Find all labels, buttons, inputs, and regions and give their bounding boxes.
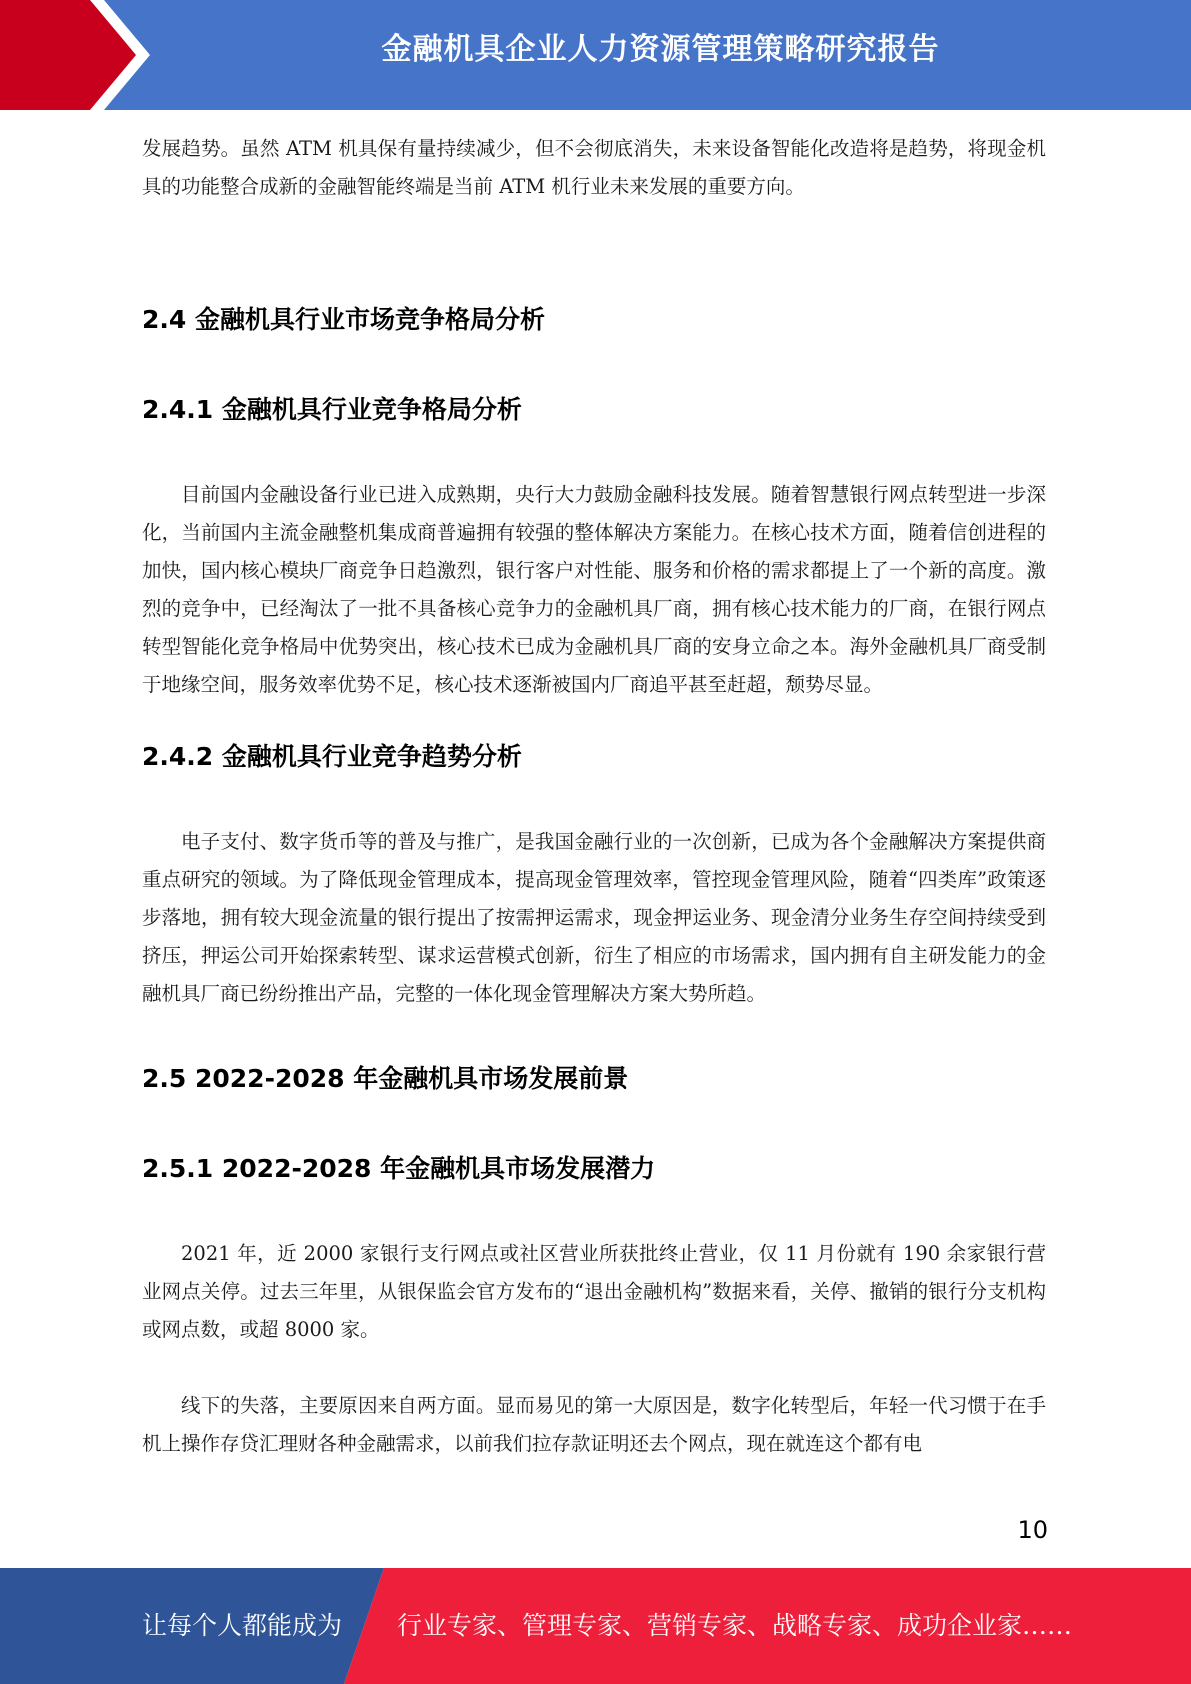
footer-slogan-right: 行业专家、管理专家、营销专家、战略专家、成功企业家…… bbox=[397, 1611, 1073, 1640]
paragraph-2-4-1: 目前国内金融设备行业已进入成熟期，央行大力鼓励金融科技发展。随着智慧银行网点转型进一步深化，当前国内主流金融整机集成商普遍拥有较强的整体解决方案能力。在核心技术方面，随着信创进程的加快，国内核心模块厂商竞争日趋激烈，银行客户对性能、服务和价格的需求都提上了一个新的高度。激烈的竞争中，已经淘汰了一批不具备核心竞争力的金融机具厂商，拥有核心技术能力的厂商，在银行网点转型智能化竞争格局中优势突出，核心技术已成为金融机具厂商的安身立命之本。海外金融机具厂商受制于地缘空间，服务效率优势不足，核心技术逐渐被国内厂商追平甚至赶超，颓势尽显。 bbox=[142, 483, 1046, 696]
paragraph-2-5-1-b: 线下的失落，主要原因来自两方面。显而易见的第一大原因是，数字化转型后，年轻一代习惯于在手机上操作存贷汇理财各种金融需求，以前我们拉存款证明还去个网点，现在就连这个都有电 bbox=[142, 1394, 1046, 1455]
document-title: 金融机具企业人力资源管理策略研究报告 bbox=[381, 32, 940, 67]
page-footer bbox=[0, 1568, 1191, 1684]
page-header bbox=[0, 0, 1191, 110]
section-heading-2-5-1: 2.5.1 2022-2028 年金融机具市场发展潜力 bbox=[142, 1154, 656, 1183]
paragraph-2-4-2: 电子支付、数字货币等的普及与推广，是我国金融行业的一次创新，已成为各个金融解决方案提供商重点研究的领域。为了降低现金管理成本，提高现金管理效率，管控现金管理风险，随着“四类库”政策逐步落地，拥有较大现金流量的银行提出了按需押运需求，现金押运业务、现金清分业务生存空间持续受到挤压，押运公司开始探索转型、谋求运营模式创新，衍生了相应的市场需求，国内拥有自主研发能力的金融机具厂商已纷纷推出产品，完整的一体化现金管理解决方案大势所趋。 bbox=[142, 830, 1046, 1005]
page-number: 10 bbox=[1017, 1516, 1048, 1544]
document-body bbox=[142, 130, 1046, 1463]
section-heading-2-4: 2.4 金融机具行业市场竞争格局分析 bbox=[142, 305, 545, 334]
section-heading-2-4-2: 2.4.2 金融机具行业竞争趋势分析 bbox=[142, 742, 522, 771]
paragraph-intro: 发展趋势。虽然 ATM 机具保有量持续减少，但不会彻底消失，未来设备智能化改造将是趋势，将现金机具的功能整合成新的金融智能终端是当前 ATM 机行业未来发展的重要方向。 bbox=[142, 137, 1046, 198]
section-heading-2-5: 2.5 2022-2028 年金融机具市场发展前景 bbox=[142, 1064, 629, 1093]
section-heading-2-4-1: 2.4.1 金融机具行业竞争格局分析 bbox=[142, 395, 522, 424]
footer-slogan-left: 让每个人都能成为 bbox=[142, 1611, 343, 1640]
paragraph-2-5-1-a: 2021 年，近 2000 家银行支行网点或社区营业所获批终止营业，仅 11 月份就有 190 余家银行营业网点关停。过去三年里，从银保监会官方发布的“退出金融机构”数据来看，关停、撤销的银行分支机构或网点数，或超 8000 家。 bbox=[142, 1242, 1046, 1341]
